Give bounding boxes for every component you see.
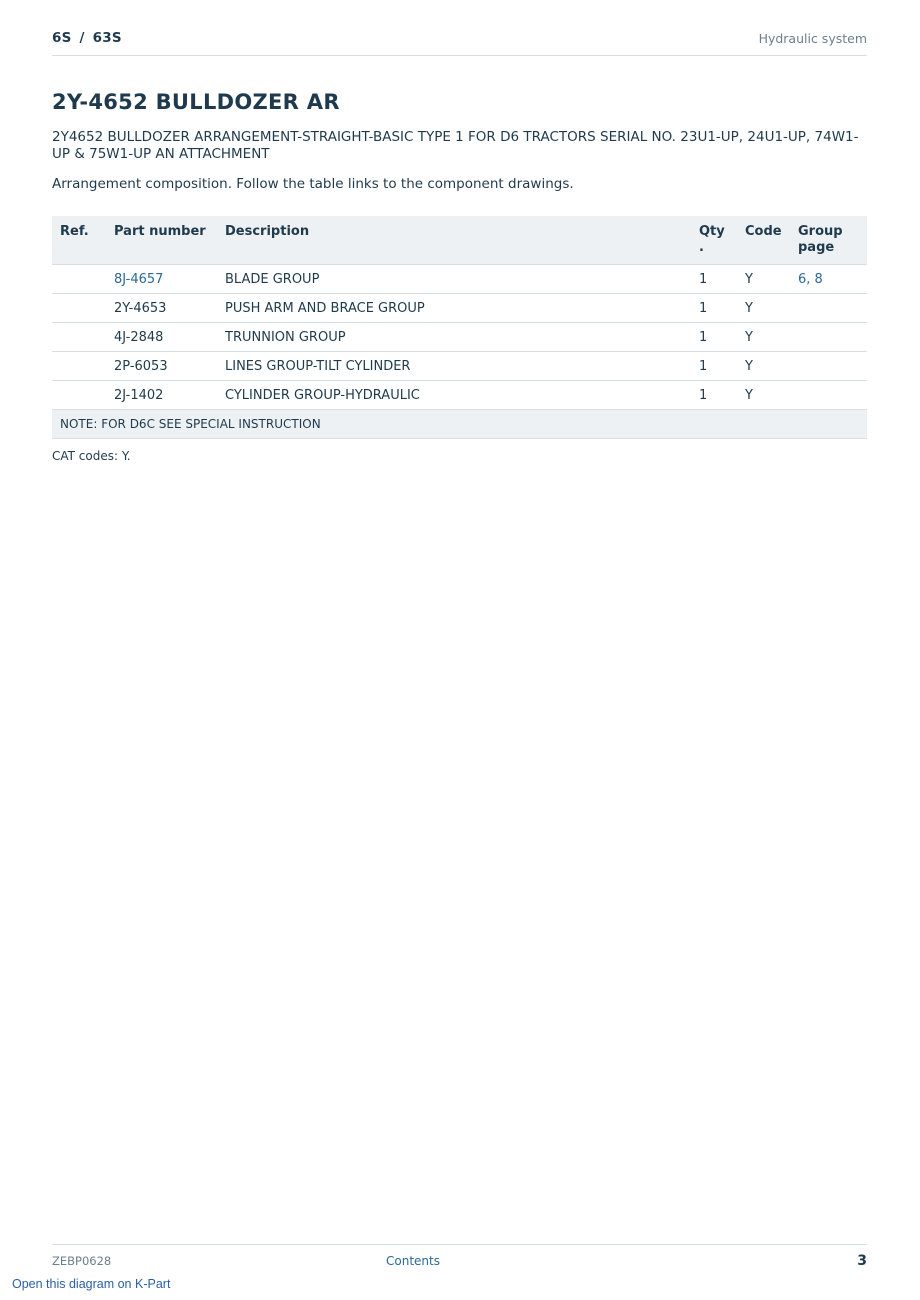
cell-ref	[52, 381, 106, 410]
document-id: ZEBP0628	[52, 1254, 112, 1268]
cell-ref	[52, 352, 106, 381]
page-title: 2Y-4652 BULLDOZER AR	[52, 90, 340, 114]
table-note: NOTE: FOR D6C SEE SPECIAL INSTRUCTION	[52, 410, 867, 439]
header-group-line2: page	[798, 240, 835, 255]
cell-code: Y	[737, 323, 790, 352]
header-qty	[691, 216, 737, 265]
parts-table	[52, 216, 867, 439]
cell-group-page	[790, 381, 867, 410]
document-page	[52, 0, 867, 1300]
table-row	[52, 265, 867, 294]
group-page-link[interactable]: 6, 8	[798, 271, 823, 287]
page-footer	[52, 1244, 867, 1269]
cell-qty: 1	[691, 265, 737, 294]
cell-group-page	[790, 265, 867, 294]
page-number: 3	[857, 1253, 867, 1269]
table-row	[52, 352, 867, 381]
cell-group-page	[790, 352, 867, 381]
cell-description: PUSH ARM AND BRACE GROUP	[217, 294, 691, 323]
cell-qty: 1	[691, 323, 737, 352]
cell-description: BLADE GROUP	[217, 265, 691, 294]
cell-qty: 1	[691, 381, 737, 410]
cell-code: Y	[737, 265, 790, 294]
table-row	[52, 323, 867, 352]
cell-ref	[52, 265, 106, 294]
header-group-line1: Group	[798, 224, 843, 239]
header-part-number: Part number	[106, 216, 217, 265]
contents-link[interactable]: Contents	[386, 1254, 440, 1268]
table-header-row	[52, 216, 867, 265]
table-note-row	[52, 410, 867, 439]
cell-qty: 1	[691, 294, 737, 323]
cell-part-number: 2Y-4653	[106, 294, 217, 323]
header-qty-line1: Qty	[699, 224, 725, 239]
cell-code: Y	[737, 294, 790, 323]
cell-group-page	[790, 294, 867, 323]
model-b: 63S	[92, 30, 122, 46]
header-description: Description	[217, 216, 691, 265]
open-in-kpart-link[interactable]: Open this diagram on K-Part	[12, 1277, 171, 1291]
cell-part-number: 4J-2848	[106, 323, 217, 352]
intro-text: Arrangement composition. Follow the table links to the component drawings.	[52, 176, 574, 192]
cell-code: Y	[737, 352, 790, 381]
cell-description: LINES GROUP-TILT CYLINDER	[217, 352, 691, 381]
cell-ref	[52, 323, 106, 352]
part-number-link[interactable]: 8J-4657	[114, 271, 164, 287]
cell-group-page	[790, 323, 867, 352]
header-group-page	[790, 216, 867, 265]
cell-description: TRUNNION GROUP	[217, 323, 691, 352]
header-code: Code	[737, 216, 790, 265]
cell-qty: 1	[691, 352, 737, 381]
section-name: Hydraulic system	[758, 31, 867, 46]
header-qty-line2: .	[699, 240, 704, 255]
page-header	[52, 28, 867, 56]
cell-description: CYLINDER GROUP-HYDRAULIC	[217, 381, 691, 410]
cell-part-number: 2P-6053	[106, 352, 217, 381]
table-row	[52, 294, 867, 323]
arrangement-subtitle: 2Y4652 BULLDOZER ARRANGEMENT-STRAIGHT-BASIC TYPE 1 FOR D6 TRACTORS SERIAL NO. 23U1-UP, 24U1-UP, 74W1-UP & 75W1-UP AN ATTACHMENT	[52, 129, 859, 162]
cell-part-number	[106, 265, 217, 294]
cell-ref	[52, 294, 106, 323]
cat-codes: CAT codes: Y.	[52, 449, 131, 463]
breadcrumb	[52, 30, 122, 46]
model-a: 6S	[52, 30, 72, 46]
table-row	[52, 381, 867, 410]
header-ref: Ref.	[52, 216, 106, 265]
cell-code: Y	[737, 381, 790, 410]
breadcrumb-separator: /	[79, 30, 85, 46]
cell-part-number: 2J-1402	[106, 381, 217, 410]
